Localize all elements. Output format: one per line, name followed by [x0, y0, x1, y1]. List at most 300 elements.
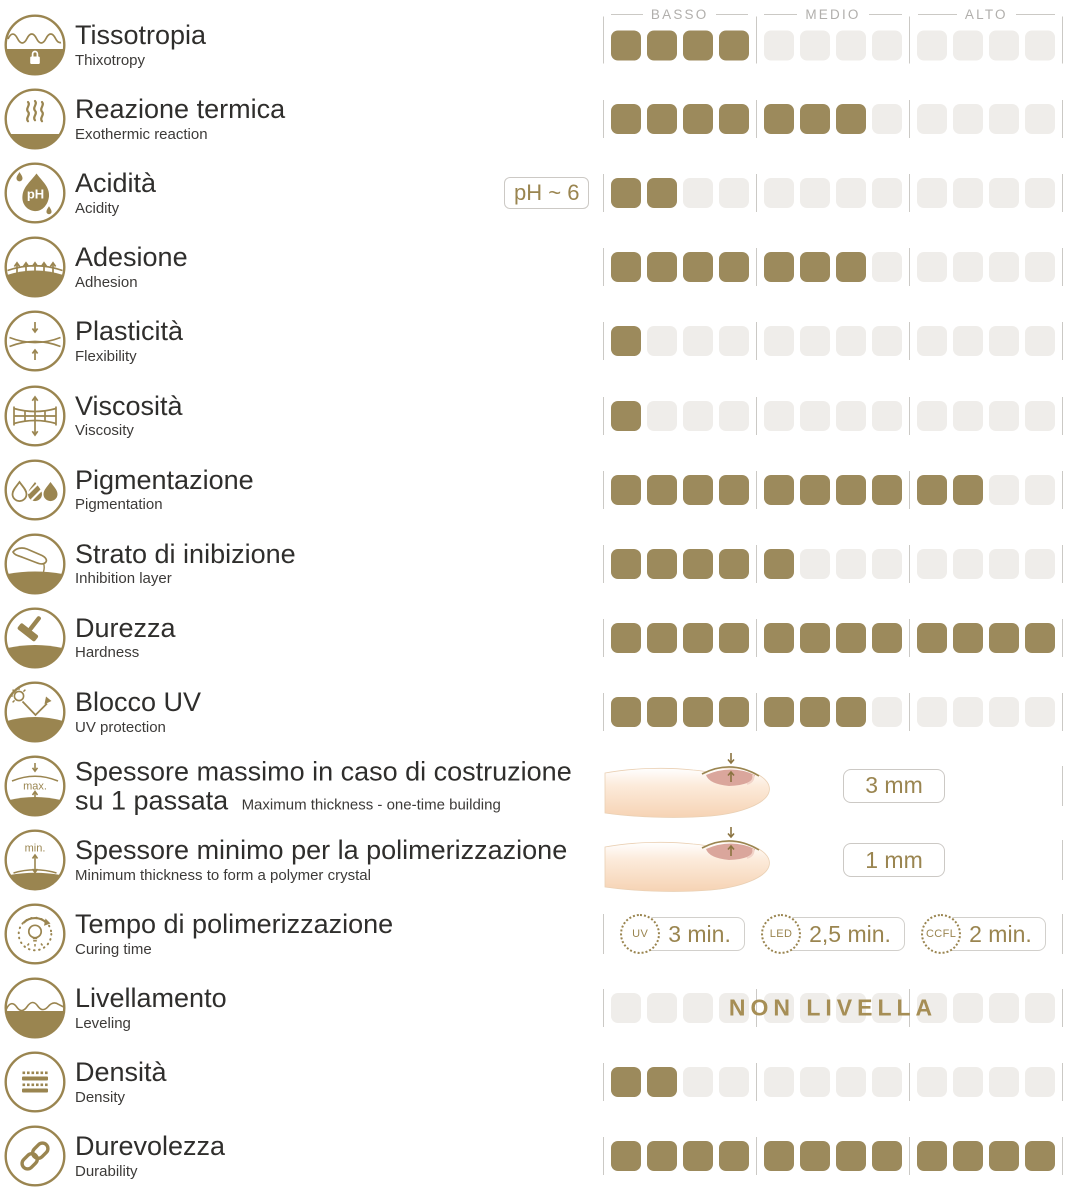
- rating-group: [604, 697, 756, 727]
- curing-time-badge: [620, 914, 745, 954]
- rating-square: [800, 475, 830, 505]
- rating-square: [836, 1067, 866, 1097]
- property-subtitle-en: Inhibition layer: [75, 570, 172, 588]
- rating-group: [604, 623, 756, 653]
- curing-time-icon: [3, 902, 67, 966]
- rating-square: [611, 401, 641, 431]
- property-labels: [75, 244, 597, 292]
- rating-group: [757, 30, 909, 60]
- rating-square: [953, 697, 983, 727]
- rating-square: [611, 326, 641, 356]
- bar-separator-line: [1062, 100, 1063, 138]
- rating-square: [800, 252, 830, 282]
- rating-group: [604, 475, 756, 505]
- rating-group: [910, 697, 1062, 727]
- property-row: [0, 304, 1080, 378]
- bar-separator-line: [1062, 1137, 1063, 1175]
- property-labels: [75, 1133, 597, 1181]
- property-subtitle-en: Flexibility: [75, 348, 137, 366]
- rating-square: [764, 697, 794, 727]
- rating-group: [604, 178, 756, 208]
- property-row: [0, 601, 1080, 675]
- rating-group: [757, 623, 909, 653]
- curing-time-badge: [921, 914, 1046, 954]
- rating-group: [604, 401, 756, 431]
- rating-square: [647, 1141, 677, 1171]
- bar-separator-line: [603, 17, 604, 64]
- thixotropy-icon: [3, 13, 67, 77]
- rating-square: [800, 326, 830, 356]
- density-icon: [3, 1050, 67, 1114]
- property-title-it: Spessore massimo in caso di costruzione su 1 passata: [75, 756, 572, 815]
- bar-separator-line: [1062, 1063, 1063, 1101]
- property-labels: [75, 392, 597, 440]
- rating-square: [719, 401, 749, 431]
- scale-label-text: MEDIO: [805, 7, 861, 22]
- rating-square: [800, 549, 830, 579]
- property-row: [0, 453, 1080, 527]
- property-title-it: Durezza: [75, 612, 176, 643]
- property-value-area: [603, 825, 1063, 895]
- property-value-area: [603, 22, 1063, 69]
- property-value-area: [603, 989, 1063, 1027]
- rating-square: [917, 104, 947, 134]
- rating-square: [836, 697, 866, 727]
- bar-separator-line: [1062, 322, 1063, 360]
- property-subtitle-en: Pigmentation: [75, 496, 163, 514]
- property-row: [0, 1045, 1080, 1119]
- leveling-icon: [3, 976, 67, 1040]
- property-subtitle-en: Density: [75, 1089, 126, 1107]
- rating-square: [989, 623, 1019, 653]
- scale-rule-line: [869, 14, 902, 15]
- property-labels: [75, 910, 597, 958]
- rating-group: [604, 252, 756, 282]
- rating-square: [764, 1067, 794, 1097]
- rating-square: [953, 178, 983, 208]
- property-labels: [75, 21, 597, 69]
- bar-separator-line: [756, 17, 757, 64]
- rating-group: [910, 30, 1062, 60]
- bar-separator-line: [1062, 693, 1063, 731]
- rating-group: [757, 1141, 909, 1171]
- property-value-area: [603, 471, 1063, 509]
- property-value-area: [603, 545, 1063, 583]
- rating-square: [872, 401, 902, 431]
- svg-text:pH: pH: [26, 186, 45, 202]
- rating-group: [757, 549, 909, 579]
- rating-square: [836, 326, 866, 356]
- property-subtitle-en: Adhesion: [75, 274, 138, 292]
- rating-group: [604, 326, 756, 356]
- rating-square: [872, 697, 902, 727]
- rating-square: [800, 623, 830, 653]
- rating-square: [683, 697, 713, 727]
- rating-square: [800, 1067, 830, 1097]
- rating-square: [647, 178, 677, 208]
- finger-illustration: [603, 825, 775, 895]
- rating-square: [953, 326, 983, 356]
- bar-separator-line: [1062, 471, 1063, 509]
- rating-square: [953, 104, 983, 134]
- rating-square: [611, 1067, 641, 1097]
- rating-square: [836, 549, 866, 579]
- properties-list: [0, 8, 1080, 1194]
- adhesion-icon: [3, 235, 67, 299]
- flexibility-icon: [3, 309, 67, 373]
- rating-group: [604, 1067, 756, 1097]
- rating-square: [647, 475, 677, 505]
- rating-bar: [603, 100, 1063, 138]
- rating-square: [647, 697, 677, 727]
- rating-square: [953, 1141, 983, 1171]
- rating-square: [917, 1067, 947, 1097]
- rating-square: [719, 1141, 749, 1171]
- rating-square: [872, 30, 902, 60]
- rating-square: [800, 1141, 830, 1171]
- rating-square: [800, 178, 830, 208]
- property-value-area: [603, 751, 1063, 821]
- rating-square: [611, 104, 641, 134]
- thickness-illustration-area: [603, 751, 1063, 821]
- rating-square: [719, 326, 749, 356]
- rating-square: [836, 1141, 866, 1171]
- rating-square: [1025, 104, 1055, 134]
- rating-square: [719, 1067, 749, 1097]
- property-labels: [75, 614, 597, 662]
- property-title-it: Durevolezza: [75, 1131, 226, 1162]
- rating-square: [1025, 623, 1055, 653]
- rating-square: [872, 549, 902, 579]
- rating-square: [719, 178, 749, 208]
- bar-separator-line: [909, 17, 910, 64]
- rating-group: [757, 475, 909, 505]
- rating-square: [917, 30, 947, 60]
- property-row: [0, 971, 1080, 1045]
- rating-square: [683, 326, 713, 356]
- rating-square: [683, 475, 713, 505]
- property-title-it: Pigmentazione: [75, 464, 254, 495]
- rating-square: [764, 1141, 794, 1171]
- property-title-it: Livellamento: [75, 983, 227, 1014]
- rating-square: [1025, 1067, 1055, 1097]
- rating-square: [800, 30, 830, 60]
- rating-square: [683, 1141, 713, 1171]
- property-row: [0, 749, 1080, 823]
- rating-square: [1025, 1141, 1055, 1171]
- property-value-area: [514, 174, 1063, 212]
- scale-header: [603, 7, 1063, 22]
- property-subtitle-en: Hardness: [75, 644, 140, 662]
- thickness-value-box: 1 mm: [843, 843, 945, 877]
- rating-bar: [603, 1063, 1063, 1101]
- rating-square: [719, 623, 749, 653]
- rating-square: [989, 1141, 1019, 1171]
- rating-bar: [603, 989, 1063, 1027]
- exothermic-reaction-icon: [3, 87, 67, 151]
- property-title-it: Tissotropia: [75, 20, 207, 51]
- property-labels: [75, 466, 597, 514]
- rating-square: [989, 549, 1019, 579]
- rating-square: [917, 1141, 947, 1171]
- rating-group: [604, 104, 756, 134]
- rating-square: [836, 401, 866, 431]
- rating-group: [910, 623, 1062, 653]
- rating-square: [683, 178, 713, 208]
- rating-group: [604, 30, 756, 60]
- property-subtitle-en: Exothermic reaction: [75, 125, 208, 143]
- rating-bar: [603, 174, 1063, 212]
- scale-label-text: ALTO: [964, 7, 1008, 22]
- rating-group: [757, 401, 909, 431]
- property-row: [0, 82, 1080, 156]
- property-subtitle-en: Viscosity: [75, 422, 134, 440]
- property-labels: [75, 757, 597, 814]
- property-subtitle-en: UV protection: [75, 718, 166, 736]
- bar-separator-line: [1062, 397, 1063, 435]
- rating-square: [917, 401, 947, 431]
- property-labels: [75, 1059, 597, 1107]
- rating-square: [611, 623, 641, 653]
- rating-square: [764, 104, 794, 134]
- property-labels: [75, 688, 597, 736]
- rating-square: [917, 178, 947, 208]
- property-row: [0, 527, 1080, 601]
- property-row: [0, 1119, 1080, 1193]
- rating-square: [989, 475, 1019, 505]
- rating-square: [872, 1141, 902, 1171]
- rating-group: [910, 326, 1062, 356]
- rating-group: [757, 178, 909, 208]
- property-title-it: Plasticità: [75, 316, 184, 347]
- acidity-icon: [3, 161, 67, 225]
- bar-edge-line: [603, 914, 604, 954]
- rating-square: [1025, 697, 1055, 727]
- lamp-type-label: CCFL: [921, 914, 961, 954]
- property-title-it: Tempo di polimerizzazione: [75, 909, 394, 940]
- rating-square: [647, 1067, 677, 1097]
- rating-square: [1025, 252, 1055, 282]
- rating-square: [719, 104, 749, 134]
- rating-square: [764, 326, 794, 356]
- rating-bar: [603, 22, 1063, 69]
- rating-square: [647, 252, 677, 282]
- rating-square: [647, 549, 677, 579]
- property-title-it: Strato di inibizione: [75, 538, 296, 569]
- min-thickness-icon: [3, 828, 67, 892]
- rating-square: [836, 623, 866, 653]
- rating-square: [1025, 326, 1055, 356]
- property-value-area: [603, 1137, 1063, 1175]
- rating-square: [917, 252, 947, 282]
- rating-square: [1025, 178, 1055, 208]
- bar-separator-line: [1062, 545, 1063, 583]
- property-value-area: [603, 693, 1063, 731]
- rating-group: [910, 1067, 1062, 1097]
- rating-square: [989, 697, 1019, 727]
- scale-label-alto: [910, 7, 1063, 22]
- rating-bar: [603, 322, 1063, 360]
- rating-square: [683, 252, 713, 282]
- bar-edge-line: [1062, 914, 1063, 954]
- property-subtitle-en: Thixotropy: [75, 51, 146, 69]
- property-subtitle-en: Durability: [75, 1163, 138, 1181]
- property-value-area: [603, 322, 1063, 360]
- curing-time-value: 3 min.: [635, 917, 745, 951]
- rating-square: [917, 326, 947, 356]
- rating-square: [800, 104, 830, 134]
- svg-text:min.: min.: [24, 842, 46, 855]
- property-row: [0, 897, 1080, 971]
- rating-group: [910, 475, 1062, 505]
- rating-square: [917, 623, 947, 653]
- rating-square: [872, 623, 902, 653]
- bar-separator-line: [1062, 619, 1063, 657]
- scale-rule-line: [764, 14, 797, 15]
- rating-square: [764, 549, 794, 579]
- curing-time-badge: [761, 914, 905, 954]
- rating-square: [836, 178, 866, 208]
- max-thickness-icon: [3, 754, 67, 818]
- rating-square: [764, 252, 794, 282]
- curing-time-value: 2,5 min.: [776, 917, 905, 951]
- rating-square: [683, 401, 713, 431]
- rating-square: [989, 1067, 1019, 1097]
- rating-square: [683, 1067, 713, 1097]
- rating-bar: [603, 248, 1063, 286]
- rating-square: [611, 475, 641, 505]
- scale-rule-line: [611, 14, 643, 15]
- rating-square: [836, 252, 866, 282]
- property-row: [0, 230, 1080, 304]
- rating-square: [683, 623, 713, 653]
- finger-illustration: [603, 751, 775, 821]
- rating-square: [953, 252, 983, 282]
- durability-icon: [3, 1124, 67, 1188]
- rating-square: [611, 30, 641, 60]
- svg-text:max.: max.: [23, 780, 47, 793]
- rating-square: [836, 475, 866, 505]
- property-title-it: Spessore minimo per la polimerizzazione: [75, 835, 568, 866]
- rating-square: [872, 252, 902, 282]
- rating-group: [757, 1067, 909, 1097]
- bar-separator-line: [1062, 248, 1063, 286]
- property-value-area: [603, 248, 1063, 286]
- rating-square: [764, 475, 794, 505]
- rating-square: [953, 1067, 983, 1097]
- lamp-type-label: UV: [620, 914, 660, 954]
- rating-square: [872, 475, 902, 505]
- rating-square: [953, 30, 983, 60]
- rating-square: [764, 401, 794, 431]
- property-subtitle-en: Leveling: [75, 1015, 131, 1033]
- rating-group: [910, 252, 1062, 282]
- rating-square: [953, 549, 983, 579]
- scale-rule-line: [918, 14, 957, 15]
- rating-square: [1025, 475, 1055, 505]
- rating-group: [910, 401, 1062, 431]
- rating-bar: [603, 397, 1063, 435]
- rating-square: [989, 30, 1019, 60]
- rating-square: [836, 104, 866, 134]
- property-labels: [75, 318, 597, 366]
- rating-square: [764, 30, 794, 60]
- thickness-value-box: 3 mm: [843, 769, 945, 803]
- property-subtitle-en: Minimum thickness to form a polymer crystal: [75, 866, 371, 884]
- rating-square: [764, 178, 794, 208]
- rating-bar: [603, 545, 1063, 583]
- property-title-it: Densità: [75, 1057, 167, 1088]
- rating-square: [917, 697, 947, 727]
- rating-square: [836, 30, 866, 60]
- curing-time-badges: [603, 914, 1063, 954]
- rating-group: [757, 104, 909, 134]
- bar-separator-line: [1062, 174, 1063, 212]
- property-row: [0, 675, 1080, 749]
- rating-group: [604, 549, 756, 579]
- rating-group: [910, 104, 1062, 134]
- property-labels: [75, 836, 597, 884]
- rating-square: [719, 475, 749, 505]
- rating-square: [872, 178, 902, 208]
- scale-label-medio: [756, 7, 909, 22]
- rating-square: [647, 401, 677, 431]
- rating-square: [683, 104, 713, 134]
- rating-square: [800, 697, 830, 727]
- rating-square: [611, 252, 641, 282]
- rating-square: [989, 178, 1019, 208]
- bar-edge-line: [1062, 766, 1063, 806]
- rating-group: [910, 549, 1062, 579]
- rating-square: [764, 623, 794, 653]
- rating-square: [917, 475, 947, 505]
- curing-time-value: 2 min.: [936, 917, 1046, 951]
- rating-square: [683, 549, 713, 579]
- lamp-type-label: LED: [761, 914, 801, 954]
- rating-square: [800, 401, 830, 431]
- rating-bar: [603, 619, 1063, 657]
- rating-square: [872, 1067, 902, 1097]
- property-subtitle-en: Maximum thickness - one-time building: [241, 795, 501, 813]
- rating-square: [647, 326, 677, 356]
- property-row: [0, 823, 1080, 897]
- rating-square: [1025, 549, 1055, 579]
- property-subtitle-en: Acidity: [75, 200, 120, 218]
- rating-group: [757, 252, 909, 282]
- property-row: [0, 378, 1080, 452]
- rating-square: [989, 401, 1019, 431]
- property-value-area: [603, 397, 1063, 435]
- rating-group: [910, 178, 1062, 208]
- rating-square: [872, 104, 902, 134]
- ph-value-box: pH ~ 6: [504, 177, 589, 209]
- property-labels: [75, 95, 597, 143]
- rating-square: [1025, 30, 1055, 60]
- rating-square: [719, 30, 749, 60]
- hardness-icon: [3, 606, 67, 670]
- rating-square: [611, 1141, 641, 1171]
- thickness-illustration-area: [603, 825, 1063, 895]
- rating-square: [647, 30, 677, 60]
- pigmentation-icon: [3, 458, 67, 522]
- rating-square: [872, 326, 902, 356]
- bar-separator-line: [1062, 17, 1063, 64]
- property-labels: [75, 984, 597, 1032]
- rating-square: [683, 30, 713, 60]
- rating-square: [719, 697, 749, 727]
- rating-square: [647, 623, 677, 653]
- rating-bar: [603, 471, 1063, 509]
